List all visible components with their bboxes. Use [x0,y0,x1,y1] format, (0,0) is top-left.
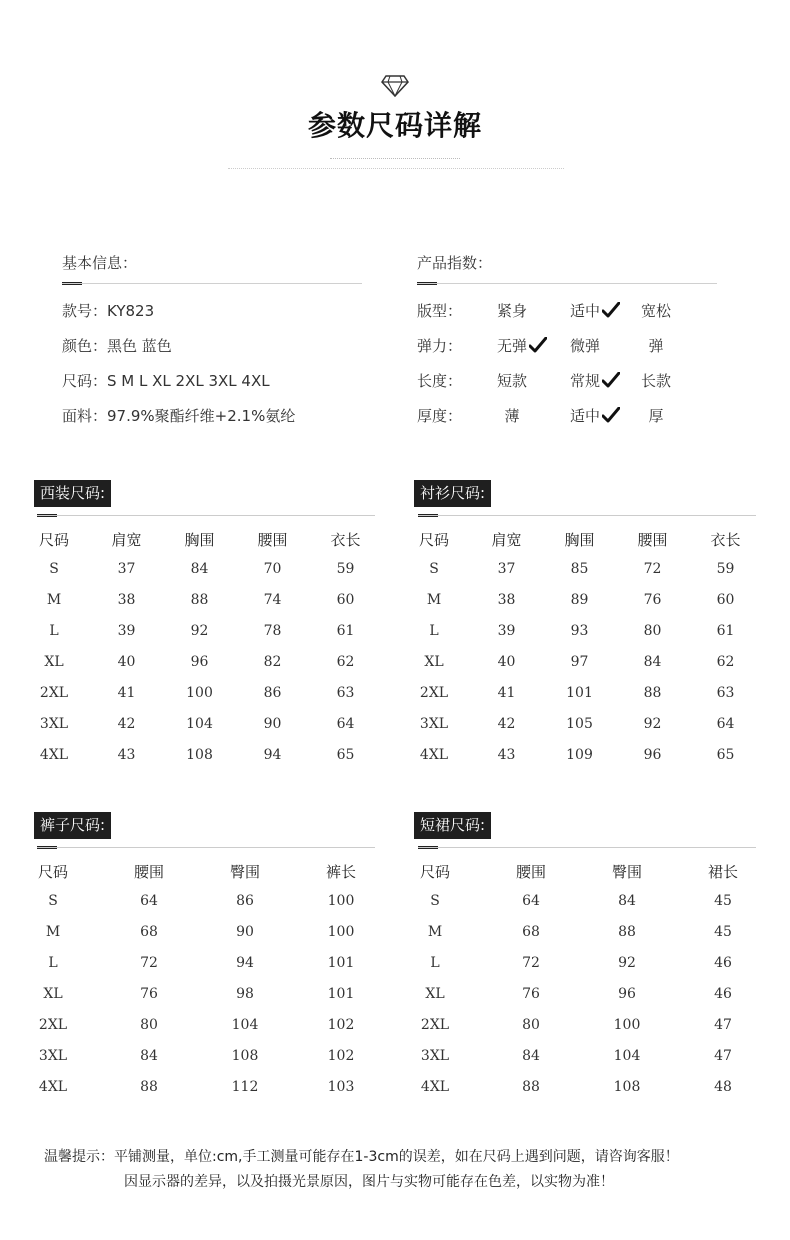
skirt-size-title: 短裙尺码: [414,812,491,839]
table-cell: 59 [336,560,355,577]
table-cell: 88 [522,1078,540,1095]
basic-info-heading: 基本信息： [62,254,138,272]
divider [418,847,756,848]
table-cell: 72 [522,954,540,971]
index-option: 厚 [648,407,664,425]
info-label: 款号： [62,302,108,320]
info-row-color [62,335,172,356]
table-cell: 84 [643,653,662,670]
table-cell: 76 [643,591,662,608]
table-cell: 40 [117,653,136,670]
index-option: 宽松 [640,302,672,320]
table-row [5,1071,389,1102]
table-cell: 90 [236,923,254,940]
table-cell: 68 [140,923,158,940]
table-cell: 45 [714,923,732,940]
table-cell: 43 [497,746,516,763]
divider [37,515,375,516]
table-cell: 45 [714,892,732,909]
table-cell: 80 [140,1016,158,1033]
table-row [5,978,389,1009]
table-cell: 78 [263,622,282,639]
table-cell: 46 [714,985,732,1002]
table-cell: 40 [497,653,516,670]
table-cell: 76 [140,985,158,1002]
table-header-row [387,857,771,885]
table-cell: 108 [231,1047,259,1064]
table-cell: 62 [716,653,735,670]
table-cell: 39 [497,622,516,639]
table-cell: 88 [190,591,209,608]
table-cell: 72 [643,560,662,577]
table-cell: 2XL [419,684,449,701]
table-cell: S [49,560,59,577]
table-cell: 65 [716,746,735,763]
table-cell: 64 [716,715,735,732]
table-cell: 82 [263,653,282,670]
table-cell: 61 [336,622,355,639]
index-option: 长款 [640,372,672,390]
check-icon [600,372,620,390]
column-header: 胸围 [564,530,595,549]
info-label: 面料： [62,407,108,425]
table-cell: XL [43,985,63,1002]
table-header-row [398,525,762,553]
table-cell: 46 [714,954,732,971]
table-cell: 65 [336,746,355,763]
table-header-row [18,525,382,553]
table-cell: 3XL [420,1047,450,1064]
table-row [398,615,762,646]
table-cell: S [429,560,439,577]
table-cell: 84 [140,1047,158,1064]
table-row [398,553,762,584]
table-cell: 85 [570,560,589,577]
table-cell: 90 [263,715,282,732]
table-cell: 86 [263,684,282,701]
table-cell: S [48,892,58,909]
table-cell: 2XL [38,1016,68,1033]
table-cell: 60 [716,591,735,608]
table-cell: 84 [618,892,636,909]
table-cell: 94 [263,746,282,763]
table-cell: 48 [714,1078,732,1095]
table-cell: XL [425,985,445,1002]
table-cell: 104 [613,1047,641,1064]
shirt-size-title: 衬衫尺码: [414,480,491,507]
table-cell: 88 [643,684,662,701]
table-cell: 103 [327,1078,355,1095]
table-row [18,677,382,708]
index-label: 长度： [417,372,463,390]
index-option: 薄 [504,407,520,425]
table-row [5,1040,389,1071]
table-cell: 102 [327,1047,355,1064]
table-cell: 89 [570,591,589,608]
table-cell: 93 [570,622,589,639]
index-option: 短款 [496,372,528,390]
table-row [398,677,762,708]
table-cell: 37 [117,560,136,577]
suit-size-table [18,525,382,770]
table-row [387,978,771,1009]
table-cell: 88 [618,923,636,940]
table-cell: L [49,622,59,639]
table-cell: 47 [714,1047,732,1064]
column-header: 尺码 [419,862,450,881]
table-cell: 101 [566,684,593,701]
table-cell: XL [44,653,64,670]
index-option: 紧身 [496,302,528,320]
index-option: 微弹 [569,337,601,355]
table-cell: 4XL [38,1078,68,1095]
table-cell: 60 [336,591,355,608]
column-header: 臀围 [611,862,642,881]
info-label: 尺码： [62,372,108,390]
skirt-size-table [387,857,771,1102]
table-cell: M [45,923,61,940]
divider [417,283,717,284]
column-header: 腰围 [637,530,668,549]
table-cell: 62 [336,653,355,670]
info-value: KY823 [107,302,155,320]
shirt-size-table [398,525,762,770]
table-cell: 94 [236,954,254,971]
table-cell: 42 [117,715,136,732]
table-cell: 88 [140,1078,158,1095]
table-cell: 97 [570,653,589,670]
column-header: 尺码 [37,862,68,881]
column-header: 裤长 [325,862,356,881]
info-value: 97.9%聚酯纤维+2.1%氨纶 [107,407,296,425]
index-option-selected: 无弹 [497,335,547,356]
table-cell: 3XL [38,1047,68,1064]
table-cell: 96 [643,746,662,763]
column-header: 衣长 [710,530,741,549]
check-icon [527,337,547,355]
table-row [18,739,382,770]
table-cell: 59 [716,560,735,577]
table-cell: L [430,954,440,971]
table-row [18,615,382,646]
table-row [398,739,762,770]
table-cell: 92 [618,954,636,971]
table-cell: 104 [186,715,213,732]
pants-size-title: 裤子尺码: [34,812,111,839]
table-cell: 39 [117,622,136,639]
table-cell: 102 [327,1016,355,1033]
title-divider [228,168,564,169]
table-row [398,584,762,615]
table-cell: 92 [643,715,662,732]
table-cell: 76 [522,985,540,1002]
diamond-icon [381,74,409,98]
check-icon [600,302,620,320]
info-row-fabric [62,405,295,426]
column-header: 腰围 [257,530,288,549]
table-cell: 101 [327,985,355,1002]
table-row [5,885,389,916]
table-cell: 112 [231,1078,259,1095]
table-header-row [5,857,389,885]
table-row [18,553,382,584]
table-cell: 41 [497,684,516,701]
index-option-selected: 常规 [570,370,620,391]
table-cell: 98 [236,985,254,1002]
table-cell: 101 [327,954,355,971]
table-row [5,916,389,947]
table-row [387,885,771,916]
index-label: 厚度： [417,407,463,425]
table-cell: 37 [497,560,516,577]
table-row [5,947,389,978]
info-value: 黑色 蓝色 [107,337,172,355]
column-header: 尺码 [418,530,449,549]
table-cell: 68 [522,923,540,940]
table-cell: 41 [117,684,136,701]
info-value: S M L XL 2XL 3XL 4XL [107,372,270,390]
table-cell: 104 [231,1016,259,1033]
table-row [398,646,762,677]
divider [37,847,375,848]
table-cell: 96 [618,985,636,1002]
table-cell: 70 [263,560,282,577]
table-cell: M [426,591,442,608]
table-cell: 92 [190,622,209,639]
table-cell: 64 [522,892,540,909]
column-header: 肩宽 [111,530,142,549]
table-cell: 42 [497,715,516,732]
index-label: 版型： [417,302,463,320]
index-option: 弹 [648,337,664,355]
table-cell: 109 [566,746,593,763]
table-cell: 72 [140,954,158,971]
table-cell: 4XL [419,746,449,763]
table-cell: 100 [327,923,355,940]
table-cell: 100 [186,684,213,701]
table-cell: 2XL [420,1016,450,1033]
column-header: 衣长 [330,530,361,549]
table-cell: S [430,892,440,909]
column-header: 肩宽 [491,530,522,549]
table-cell: 4XL [420,1078,450,1095]
table-cell: 47 [714,1016,732,1033]
index-label: 弹力： [417,337,463,355]
table-cell: 4XL [39,746,69,763]
table-cell: 100 [327,892,355,909]
table-cell: M [427,923,443,940]
table-cell: 80 [522,1016,540,1033]
table-row [387,1009,771,1040]
table-cell: XL [424,653,444,670]
table-row [387,1071,771,1102]
footer-note: 因显示器的差异，以及拍摄光景原因，图片与实物可能存在色差，以实物为准！ [124,1174,614,1190]
table-cell: 61 [716,622,735,639]
footer-note: 温馨提示：平铺测量，单位:cm,手工测量可能存在1-3cm的误差，如在尺码上遇到问题，请咨询客服！ [44,1149,679,1165]
suit-size-title: 西装尺码: [34,480,111,507]
index-option-selected: 适中 [570,300,620,321]
title-divider [330,158,460,159]
table-row [387,1040,771,1071]
table-cell: 80 [643,622,662,639]
table-cell: 86 [236,892,254,909]
column-header: 臀围 [229,862,260,881]
table-cell: 63 [336,684,355,701]
table-cell: 100 [613,1016,641,1033]
table-cell: 38 [497,591,516,608]
table-cell: 43 [117,746,136,763]
table-cell: 84 [190,560,209,577]
table-row [18,708,382,739]
table-cell: 105 [566,715,593,732]
table-cell: 64 [336,715,355,732]
table-cell: 2XL [39,684,69,701]
table-cell: 108 [186,746,213,763]
pants-size-table [5,857,389,1102]
table-cell: M [46,591,62,608]
info-row-sizes [62,370,270,391]
table-row [18,646,382,677]
table-row [387,947,771,978]
divider [62,283,362,284]
product-index-heading: 产品指数： [417,254,493,272]
table-row [387,916,771,947]
info-label: 颜色： [62,337,108,355]
index-option-selected: 适中 [570,405,620,426]
table-cell: L [48,954,58,971]
table-row [18,584,382,615]
table-row [5,1009,389,1040]
column-header: 尺码 [38,530,69,549]
table-cell: 63 [716,684,735,701]
table-cell: 64 [140,892,158,909]
check-icon [600,407,620,425]
column-header: 腰围 [133,862,164,881]
info-row-style-number [62,300,154,321]
table-cell: 84 [522,1047,540,1064]
table-cell: 38 [117,591,136,608]
column-header: 腰围 [515,862,546,881]
table-cell: 74 [263,591,282,608]
table-cell: L [429,622,439,639]
table-cell: 3XL [39,715,69,732]
column-header: 胸围 [184,530,215,549]
table-cell: 3XL [419,715,449,732]
column-header: 裙长 [707,862,738,881]
page-title: 参数尺码详解 [307,109,482,142]
divider [418,515,756,516]
table-cell: 96 [190,653,209,670]
table-row [398,708,762,739]
table-cell: 108 [613,1078,641,1095]
